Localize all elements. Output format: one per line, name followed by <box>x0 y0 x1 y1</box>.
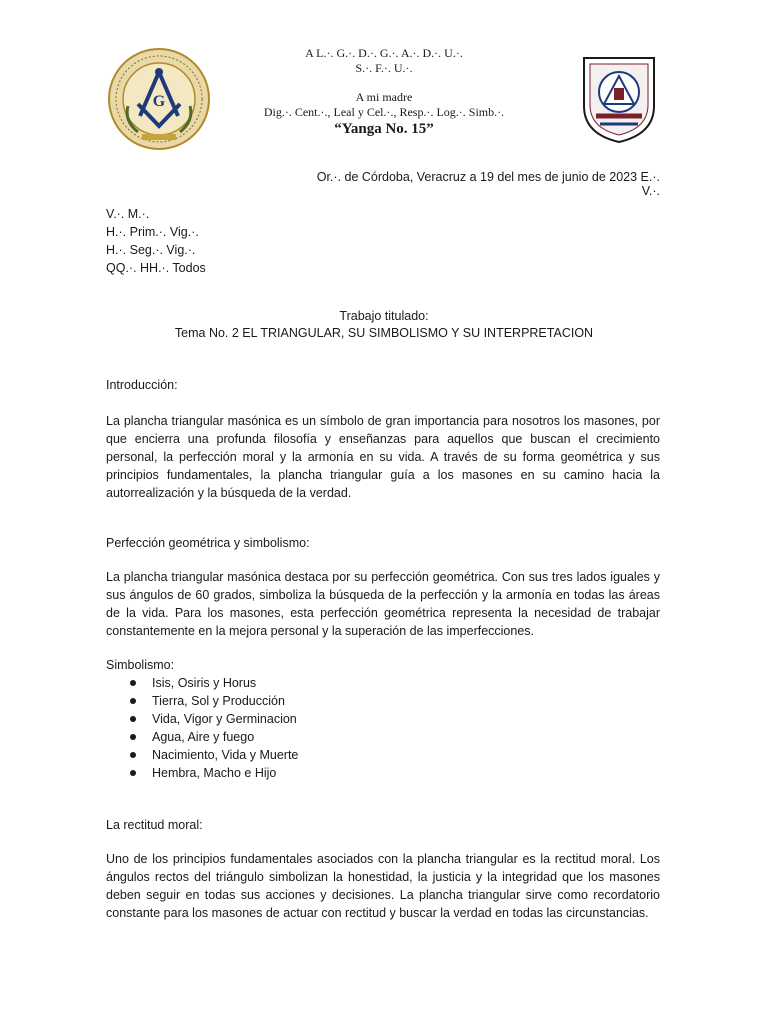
symbolism-list <box>106 674 298 782</box>
header-line-3: A mi madre <box>355 90 413 104</box>
bullet-icon <box>130 680 136 686</box>
shield-icon <box>578 50 660 146</box>
intro-heading: Introducción: <box>106 378 178 392</box>
list-item <box>106 728 298 746</box>
recipient-line: V.·. M.·. <box>106 207 150 221</box>
svg-text:G: G <box>152 93 166 110</box>
geometry-paragraph: La plancha triangular masónica destaca por su perfección geométrica. Con sus tres lados iguales y sus ángulos de 60 grados, simboliza la búsqueda de la perfección y la armonía en todas las áreas de la vida. Para los masones, esta perfección geométrica representa la necesidad de trabajar constantemente en la mejora personal y la superación de las imperfecciones. <box>106 570 660 638</box>
bullet-icon <box>130 770 136 776</box>
moral-paragraph: Uno de los principios fundamentales asociados con la plancha triangular es la rectitud moral. Los ángulos rectos del triángulo simbolizan la honestidad, la justicia y la integridad que los masones deben seguir en todas sus acciones y decisiones. La plancha triangular sirve como recordatorio constante para los masones de actuar con rectitud y buscar la verdad en todas las circunstancias. <box>106 852 660 920</box>
list-item <box>106 692 298 710</box>
date-line: Or.·. de Córdoba, Veracruz a 19 del mes de junio de 2023 E.·. V.·. <box>316 170 660 198</box>
lodge-shield-logo <box>578 50 660 146</box>
list-item-text: Isis, Osiris y Horus <box>152 676 257 690</box>
work-title <box>106 308 662 342</box>
bullet-icon <box>130 716 136 722</box>
list-item <box>106 746 298 764</box>
recipients-block <box>106 205 206 277</box>
moral-heading: La rectitud moral: <box>106 818 203 832</box>
header-line-1: A L.·. G.·. D.·. G.·. A.·. D.·. U.·. <box>305 46 463 60</box>
list-item-text: Agua, Aire y fuego <box>152 730 255 744</box>
bullet-icon <box>130 698 136 704</box>
recipient-line: H.·. Seg.·. Vig.·. <box>106 243 196 257</box>
square-compass-icon <box>106 46 212 152</box>
bullet-icon <box>130 734 136 740</box>
header-line-4: Dig.·. Cent.·., Leal y Cel.·., Resp.·. Log.·. Simb.·. <box>263 105 505 119</box>
list-item-text: Vida, Vigor y Germinacion <box>152 712 297 726</box>
title-subject: Tema No. 2 EL TRIANGULAR, SU SIMBOLISMO Y SU INTERPRETACION <box>174 326 594 340</box>
recipient-line: QQ.·. HH.·. Todos <box>106 261 206 275</box>
title-label: Trabajo titulado: <box>339 309 429 323</box>
list-item-text: Tierra, Sol y Producción <box>152 694 285 708</box>
symbolism-heading: Simbolismo: <box>106 658 175 672</box>
list-item <box>106 674 298 692</box>
letterhead <box>230 46 538 138</box>
list-item-text: Hembra, Macho e Hijo <box>152 766 277 780</box>
masonic-emblem-logo <box>106 46 212 152</box>
list-item <box>106 764 298 782</box>
lodge-name: “Yanga No. 15” <box>334 121 434 137</box>
list-item-text: Nacimiento, Vida y Muerte <box>152 748 299 762</box>
header-line-2: S.·. F.·. U.·. <box>355 61 413 75</box>
intro-paragraph: La plancha triangular masónica es un símbolo de gran importancia para nosotros los masones, por que encierra una profunda filosofía y enseñanzas para aquellos que buscan el crecimiento personal, la perfección moral y la armonía en su vida. A través de su forma geométrica y sus principios fundamentales, la plancha triangular guía a los masones en su camino hacia la autorrealización y la búsqueda de la verdad. <box>106 414 660 500</box>
geometry-heading: Perfección geométrica y simbolismo: <box>106 536 310 550</box>
recipient-line: H.·. Prim.·. Vig.·. <box>106 225 199 239</box>
list-item <box>106 710 298 728</box>
bullet-icon <box>130 752 136 758</box>
